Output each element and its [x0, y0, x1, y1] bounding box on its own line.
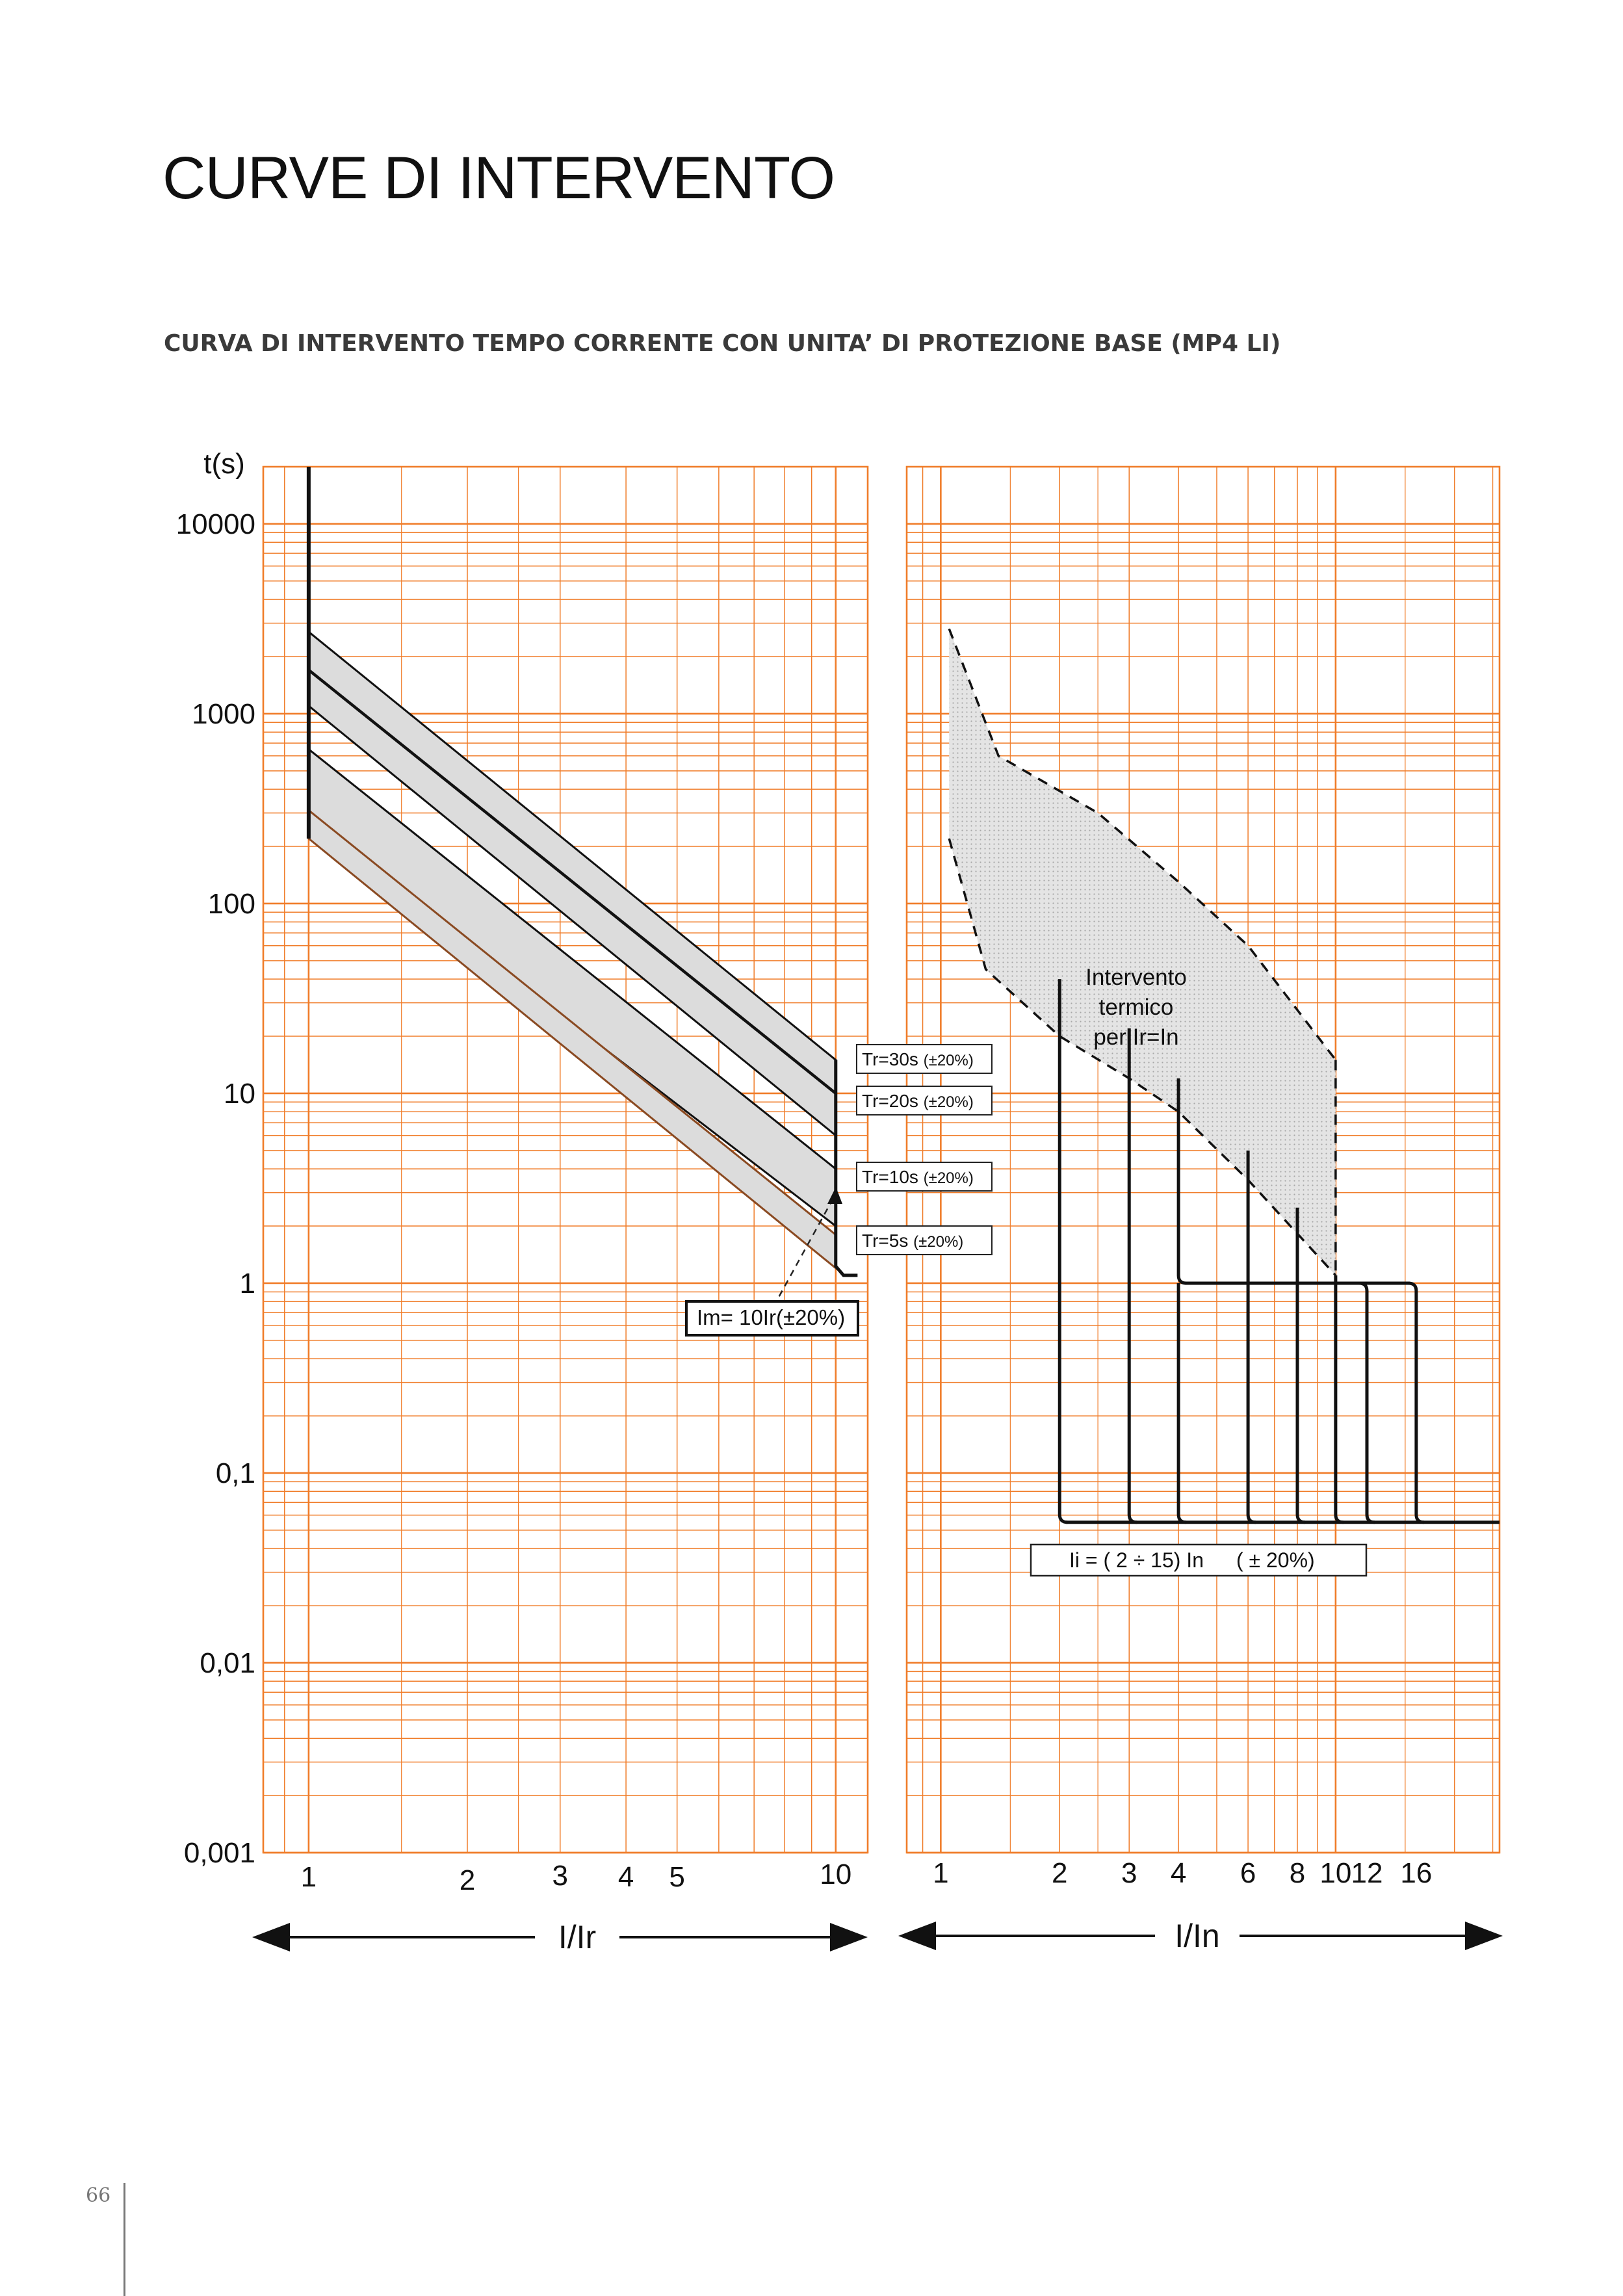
- footer-rule: [123, 2183, 125, 2296]
- thermal-band-fill: [949, 629, 1336, 1275]
- tr-label-1: [857, 1045, 992, 1073]
- left-x-tick-label: 2: [459, 1864, 476, 1896]
- thermal-label-line-3: per Ir=In: [1093, 1024, 1179, 1050]
- right-x-axis-arrow: [898, 1918, 1503, 1954]
- y-tick-label: 100: [207, 887, 255, 920]
- right-x-tick-label: 10: [1319, 1857, 1352, 1889]
- page-number: 66: [86, 2184, 111, 2207]
- right-x-tick-label: 6: [1240, 1857, 1256, 1889]
- tr-label-text: Tr=20s (±20%): [862, 1091, 974, 1111]
- right-x-axis-arrow-left-head: [898, 1922, 936, 1950]
- y-tick-label: 10000: [175, 508, 255, 540]
- y-tick-label: 10: [224, 1077, 255, 1110]
- ii-annotation: [1031, 1545, 1366, 1576]
- tr-label-3: [857, 1162, 992, 1191]
- instant-curve-2: [1059, 979, 1067, 1522]
- page-subtitle: CURVA DI INTERVENTO TEMPO CORRENTE CON UNITA’ DI PROTEZIONE BASE (MP4 LI): [164, 330, 1281, 357]
- y-tick-label: 0,1: [215, 1457, 255, 1489]
- thermal-label-line-2: termico: [1098, 995, 1174, 1020]
- tr-label-text: Tr=10s (±20%): [862, 1167, 974, 1187]
- right-grid-frame: [907, 467, 1500, 1853]
- left-x-tick-label: 5: [669, 1861, 685, 1893]
- right-x-axis-arrow-right-head: [1465, 1922, 1503, 1950]
- instant-curve-8: [1297, 1208, 1305, 1522]
- right-x-tick-label: 1: [933, 1857, 949, 1889]
- ii-text: Ii = ( 2 ÷ 15) In ( ± 20%): [1069, 1548, 1315, 1572]
- im-text: Im= 10Ir(±20%): [697, 1305, 846, 1329]
- left-x-axis-arrow-left-head: [252, 1923, 290, 1951]
- instant-curve-16: [1409, 1283, 1424, 1522]
- tr-label-text: Tr=5s (±20%): [862, 1231, 964, 1251]
- band-2: [309, 750, 836, 1227]
- right-x-tick-label: 2: [1052, 1857, 1068, 1889]
- y-tick-label: 0,001: [183, 1837, 255, 1869]
- tr-label-4: [857, 1226, 992, 1255]
- left-x-tick-label: 10: [820, 1859, 852, 1890]
- right-x-tick-label: 16: [1400, 1857, 1433, 1889]
- tr-label-text: Tr=30s (±20%): [862, 1049, 974, 1069]
- instant-curve-6: [1248, 1151, 1256, 1522]
- left-plot: [309, 467, 992, 1335]
- right-x-tick-label: 3: [1121, 1857, 1137, 1889]
- left-x-axis-arrow: [252, 1919, 868, 1955]
- y-axis-label: t(s): [203, 448, 245, 480]
- left-x-tick-label: 3: [552, 1860, 569, 1892]
- y-tick-label: 1000: [192, 698, 255, 730]
- y-tick-label: 0,01: [200, 1647, 255, 1679]
- instant-curve-4: [1178, 1078, 1186, 1522]
- right-x-tick-label: 12: [1351, 1857, 1383, 1889]
- right-x-tick-label: 4: [1170, 1857, 1187, 1889]
- left-x-axis-arrow-right-head: [830, 1923, 868, 1951]
- instant-curve-12: [1359, 1283, 1375, 1522]
- right-x-axis-arrow-label: I/In: [1175, 1918, 1220, 1954]
- right-grid: [907, 467, 1500, 1853]
- right-x-tick-label: 8: [1289, 1857, 1306, 1889]
- thermal-label-line-1: Intervento: [1085, 965, 1187, 990]
- y-tick-label: 1: [239, 1267, 255, 1299]
- left-x-axis-arrow-label: I/Ir: [558, 1919, 597, 1955]
- left-x-tick-label: 4: [617, 1861, 634, 1893]
- instantaneous-step: [836, 1060, 858, 1275]
- page-title: CURVE DI INTERVENTO: [162, 145, 835, 211]
- left-x-tick-label: 1: [300, 1861, 317, 1893]
- tr-label-2: [857, 1086, 992, 1115]
